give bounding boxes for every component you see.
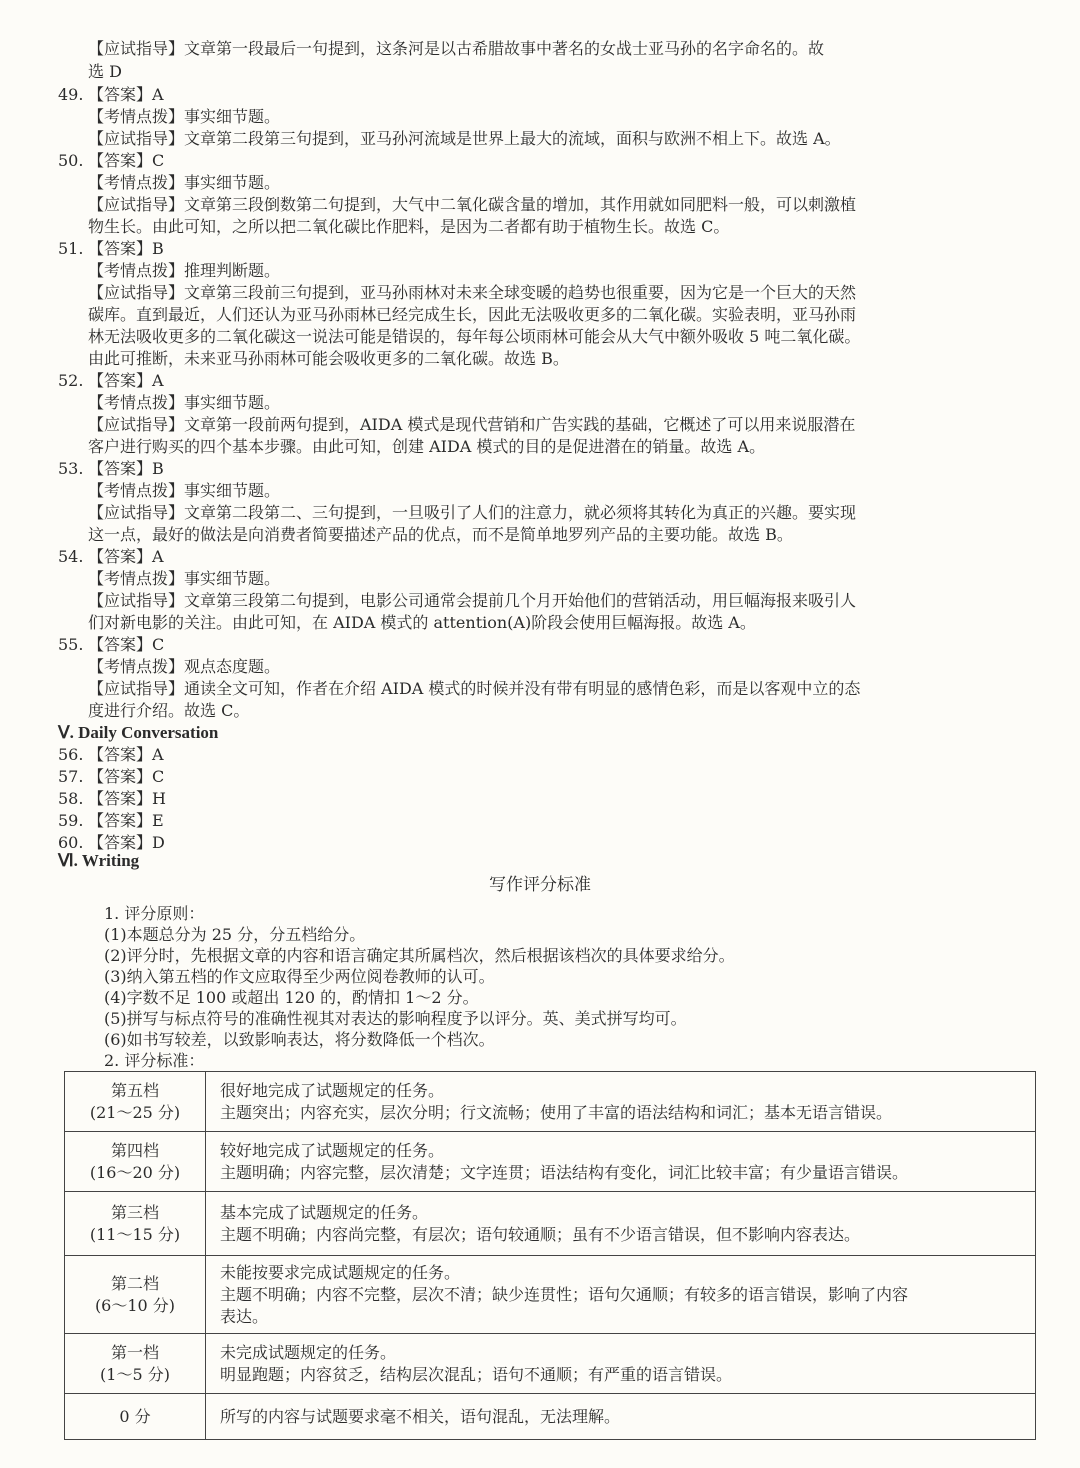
section-writing: Ⅵ. Writing xyxy=(58,851,140,870)
q55-guide: 【应试指导】通读全文可知，作者在介绍 AIDA 模式的时候并没有带有明显的感情色彩，而是以客观中立的态 xyxy=(88,679,861,698)
q55-type: 【考情点拨】观点态度题。 xyxy=(88,657,281,676)
q54-type: 【考情点拨】事实细节题。 xyxy=(88,569,281,588)
q50-type: 【考情点拨】事实细节题。 xyxy=(88,173,281,192)
rubric-description: 未完成试题规定的任务。 明显跑题；内容贫乏，结构层次混乱；语句不通顺；有严重的语言错误。 xyxy=(206,1334,1036,1394)
rubric-level: 0 分 xyxy=(65,1394,206,1440)
q51-guide: 由此可推断，未来亚马孙雨林可能会吸收更多的二氧化碳。故选 B。 xyxy=(88,349,569,368)
q51-answer: 51. 【答案】B xyxy=(58,239,164,258)
rubric-row xyxy=(65,1132,1036,1192)
scoring-rubric-table xyxy=(64,1071,1036,1440)
q50-answer: 50. 【答案】C xyxy=(58,151,165,170)
principle-heading: 1. 评分原则： xyxy=(104,904,205,923)
rubric-row xyxy=(65,1334,1036,1394)
standard-heading: 2. 评分标准： xyxy=(104,1051,205,1070)
section-daily-conversation: Ⅴ. Daily Conversation xyxy=(58,723,219,742)
q52-answer: 52. 【答案】A xyxy=(58,371,164,390)
q51-type: 【考情点拨】推理判断题。 xyxy=(88,261,281,280)
rubric-level: 第一档 (1～5 分) xyxy=(65,1334,206,1394)
q50-guide: 物生长。由此可知，之所以把二氧化碳比作肥料，是因为二者都有助于植物生长。故选 C。 xyxy=(88,217,730,236)
q49-answer: 49. 【答案】A xyxy=(58,85,164,104)
principle-item: (6)如书写较差，以致影响表达，将分数降低一个档次。 xyxy=(104,1030,495,1049)
q49-guide: 【应试指导】文章第二段第三句提到，亚马孙河流域是世界上最大的流域，面积与欧洲不相上下。故选 A。 xyxy=(88,129,841,148)
q56-answer: 56. 【答案】A xyxy=(58,745,164,764)
q55-answer: 55. 【答案】C xyxy=(58,635,165,654)
q57-answer: 57. 【答案】C xyxy=(58,767,165,786)
q54-answer: 54. 【答案】A xyxy=(58,547,164,566)
rubric-level: 第五档 (21～25 分) xyxy=(65,1072,206,1132)
q59-answer: 59. 【答案】E xyxy=(58,811,164,830)
q53-answer: 53. 【答案】B xyxy=(58,459,164,478)
principle-item: (3)纳入第五档的作文应取得至少两位阅卷教师的认可。 xyxy=(104,967,495,986)
q53-guide: 【应试指导】文章第二段第二、三句提到，一旦吸引了人们的注意力，就必须将其转化为真正的兴趣。要实现 xyxy=(88,503,857,522)
principle-item: (5)拼写与标点符号的准确性视其对表达的影响程度予以评分。英、美式拼写均可。 xyxy=(104,1009,687,1028)
rubric-level: 第二档 (6～10 分) xyxy=(65,1256,206,1334)
rubric-row xyxy=(65,1256,1036,1334)
principle-item: (1)本题总分为 25 分，分五档给分。 xyxy=(104,925,366,944)
q52-guide: 【应试指导】文章第一段前两句提到，AIDA 模式是现代营销和广告实践的基础，它概述了可以用来说服潜在 xyxy=(88,415,856,434)
q54-guide: 们对新电影的关注。由此可知，在 AIDA 模式的 attention(A)阶段会使用巨幅海报。故选 A。 xyxy=(88,613,756,632)
q50-guide: 【应试指导】文章第三段倒数第二句提到，大气中二氧化碳含量的增加，其作用就如同肥料一般，可以刺激植 xyxy=(88,195,857,214)
rubric-row xyxy=(65,1072,1036,1132)
q52-type: 【考情点拨】事实细节题。 xyxy=(88,393,281,412)
q53-guide: 这一点，最好的做法是向消费者简要描述产品的优点，而不是简单地罗列产品的主要功能。故选 B。 xyxy=(88,525,793,544)
q48-guide-line2: 选 D xyxy=(88,62,122,81)
rubric-description: 很好地完成了试题规定的任务。 主题突出；内容充实，层次分明；行文流畅；使用了丰富的语法结构和词汇；基本无语言错误。 xyxy=(206,1072,1036,1132)
principle-item: (4)字数不足 100 或超出 120 的，酌情扣 1～2 分。 xyxy=(104,988,479,1007)
rubric-description: 所写的内容与试题要求毫不相关，语句混乱，无法理解。 xyxy=(206,1394,1036,1440)
q51-guide: 碳库。直到最近，人们还认为亚马孙雨林已经完成生长，因此无法吸收更多的二氧化碳。实验表明，亚马孙雨 xyxy=(88,305,857,324)
q51-guide: 林无法吸收更多的二氧化碳这一说法可能是错误的，每年每公顷雨林可能会从大气中额外吸收 5 吨二氧化碳。 xyxy=(88,327,861,346)
q54-guide: 【应试指导】文章第三段第二句提到，电影公司通常会提前几个月开始他们的营销活动，用巨幅海报来吸引人 xyxy=(88,591,857,610)
writing-criteria-title: 写作评分标准 xyxy=(489,875,591,895)
q55-guide: 度进行介绍。故选 C。 xyxy=(88,701,250,720)
q58-answer: 58. 【答案】H xyxy=(58,789,166,808)
rubric-row xyxy=(65,1192,1036,1256)
q53-type: 【考情点拨】事实细节题。 xyxy=(88,481,281,500)
rubric-level: 第四档 (16～20 分) xyxy=(65,1132,206,1192)
q60-answer: 60. 【答案】D xyxy=(58,833,165,852)
q49-type: 【考情点拨】事实细节题。 xyxy=(88,107,281,126)
rubric-level: 第三档 (11～15 分) xyxy=(65,1192,206,1256)
q51-guide: 【应试指导】文章第三段前三句提到，亚马孙雨林对未来全球变暖的趋势也很重要，因为它是一个巨大的天然 xyxy=(88,283,857,302)
rubric-description: 较好地完成了试题规定的任务。 主题明确；内容完整，层次清楚；文字连贯；语法结构有变化，词汇比较丰富；有少量语言错误。 xyxy=(206,1132,1036,1192)
principle-item: (2)评分时，先根据文章的内容和语言确定其所属档次，然后根据该档次的具体要求给分。 xyxy=(104,946,735,965)
rubric-description: 未能按要求完成试题规定的任务。 主题不明确；内容不完整，层次不清；缺少连贯性；语句欠通顺；有较多的语言错误，影响了内容 表达。 xyxy=(206,1256,1036,1334)
rubric-row xyxy=(65,1394,1036,1440)
q48-guide-line1: 【应试指导】文章第一段最后一句提到，这条河是以古希腊故事中著名的女战士亚马孙的名字命名的。故 xyxy=(88,39,825,58)
q52-guide: 客户进行购买的四个基本步骤。由此可知，创建 AIDA 模式的目的是促进潜在的销量。故选 A。 xyxy=(88,437,766,456)
rubric-description: 基本完成了试题规定的任务。 主题不明确；内容尚完整，有层次；语句较通顺；虽有不少语言错误，但不影响内容表达。 xyxy=(206,1192,1036,1256)
